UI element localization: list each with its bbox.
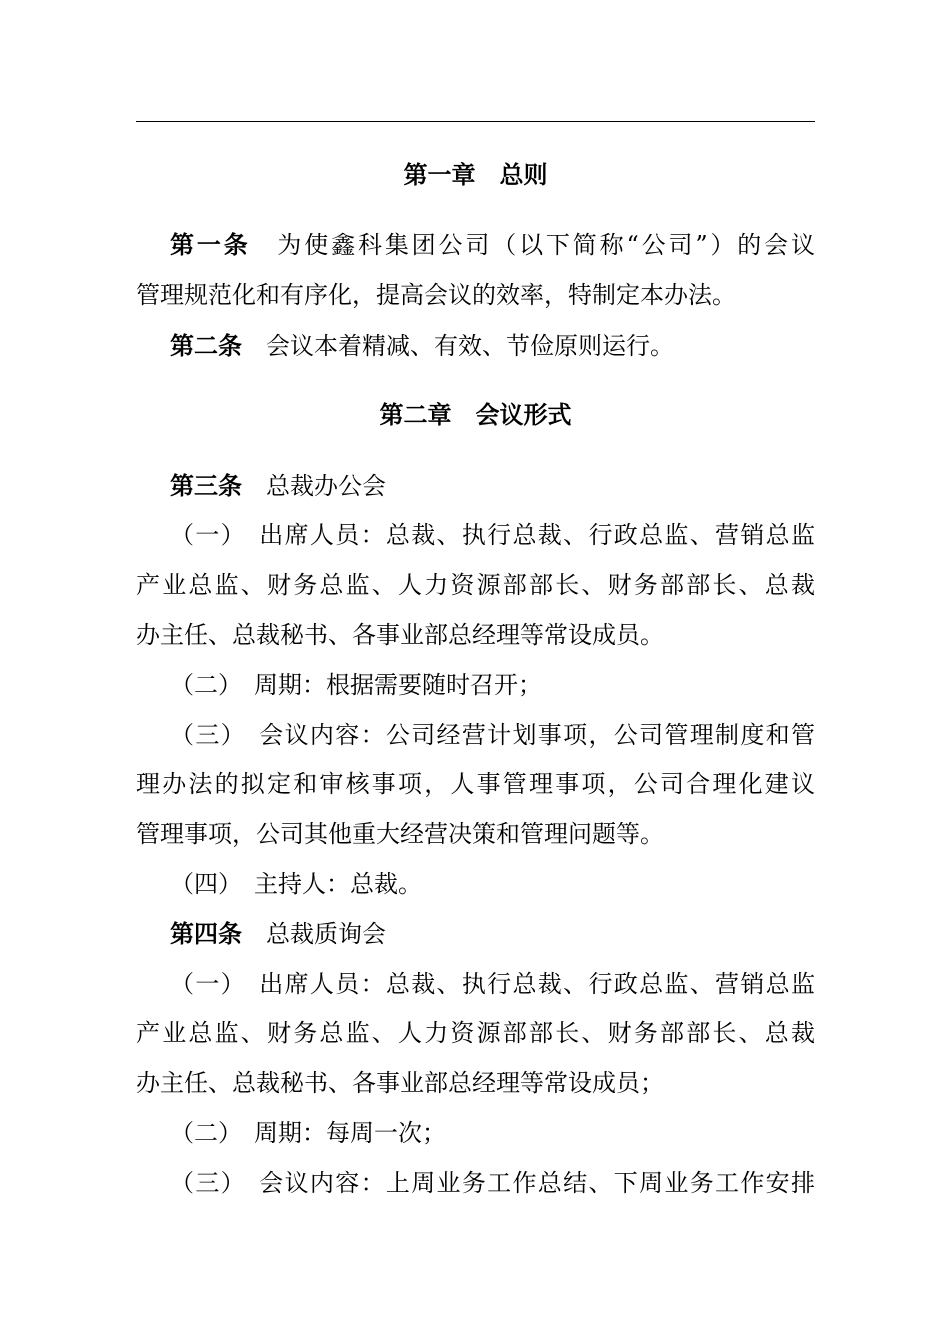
item-marker: （二） xyxy=(170,671,242,699)
a3-item-1-line-1 xyxy=(170,517,815,553)
chapter-title: 会议形式 xyxy=(475,400,572,429)
a4-item-3-line-1 xyxy=(170,1165,815,1201)
item-marker: （四） xyxy=(170,870,242,898)
article-2 xyxy=(170,328,815,364)
chapter-heading-1 xyxy=(136,157,815,193)
article-1-line-2: 管理规范化和有序化，提高会议的效率，特制定本办法。 xyxy=(136,281,736,309)
article-label: 第一条 xyxy=(170,230,251,259)
item-marker: （二） xyxy=(170,1119,242,1147)
item-marker: （三） xyxy=(170,1169,246,1197)
a4-item-1-line-1 xyxy=(170,966,815,1002)
item-marker: （一） xyxy=(170,521,246,549)
a3-item-3-line-3: 管理事项，公司其他重大经营决策和管理问题等。 xyxy=(136,820,664,848)
a4-item-1-line-2: 产业总监、财务总监、人力资源部部长、财务部部长、总裁 xyxy=(136,1019,815,1047)
chapter-number: 第一章 xyxy=(403,160,476,189)
a3-item-3-line-1 xyxy=(170,717,815,753)
item-text: 出席人员：总裁、执行总裁、行政总监、营销总监 xyxy=(257,970,816,998)
a3-item-1-line-2: 产业总监、财务总监、人力资源部部长、财务部部长、总裁 xyxy=(136,571,815,599)
item-text: 周期：每周一次； xyxy=(254,1119,446,1147)
chapter-heading-2 xyxy=(136,397,815,433)
chapter-number: 第二章 xyxy=(379,400,452,429)
item-marker: （三） xyxy=(170,721,246,749)
article-label: 第四条 xyxy=(170,919,242,948)
article-label: 第三条 xyxy=(170,471,242,500)
a4-item-1-line-3: 办主任、总裁秘书、各事业部总经理等常设成员； xyxy=(136,1069,664,1097)
article-label: 第二条 xyxy=(170,331,242,360)
a3-item-3-line-2: 理办法的拟定和审核事项，人事管理事项，公司合理化建议 xyxy=(136,770,815,798)
header-rule xyxy=(136,121,815,122)
chapter-title: 总则 xyxy=(499,160,548,189)
article-text: 会议本着精减、有效、节俭原则运行。 xyxy=(266,332,674,360)
article-title: 总裁质询会 xyxy=(266,920,386,948)
a4-item-2 xyxy=(170,1115,815,1151)
a3-item-4 xyxy=(170,866,815,902)
a3-item-2 xyxy=(170,667,815,703)
item-text: 出席人员：总裁、执行总裁、行政总监、营销总监 xyxy=(257,521,816,549)
item-marker: （一） xyxy=(170,970,246,998)
item-text: 周期：根据需要随时召开； xyxy=(254,671,542,699)
article-4-heading xyxy=(170,916,815,952)
article-text: 为使鑫科集团公司（以下简称“公司”）的会议 xyxy=(274,231,815,259)
article-3-heading xyxy=(170,468,815,504)
item-text: 会议内容：上周业务工作总结、下周业务工作安排 xyxy=(257,1169,816,1197)
a3-item-1-line-3: 办主任、总裁秘书、各事业部总经理等常设成员。 xyxy=(136,621,664,649)
item-text: 主持人：总裁。 xyxy=(254,870,422,898)
item-text: 会议内容：公司经营计划事项，公司管理制度和管 xyxy=(257,721,816,749)
article-title: 总裁办公会 xyxy=(266,472,386,500)
article-1-line-1 xyxy=(170,227,815,263)
